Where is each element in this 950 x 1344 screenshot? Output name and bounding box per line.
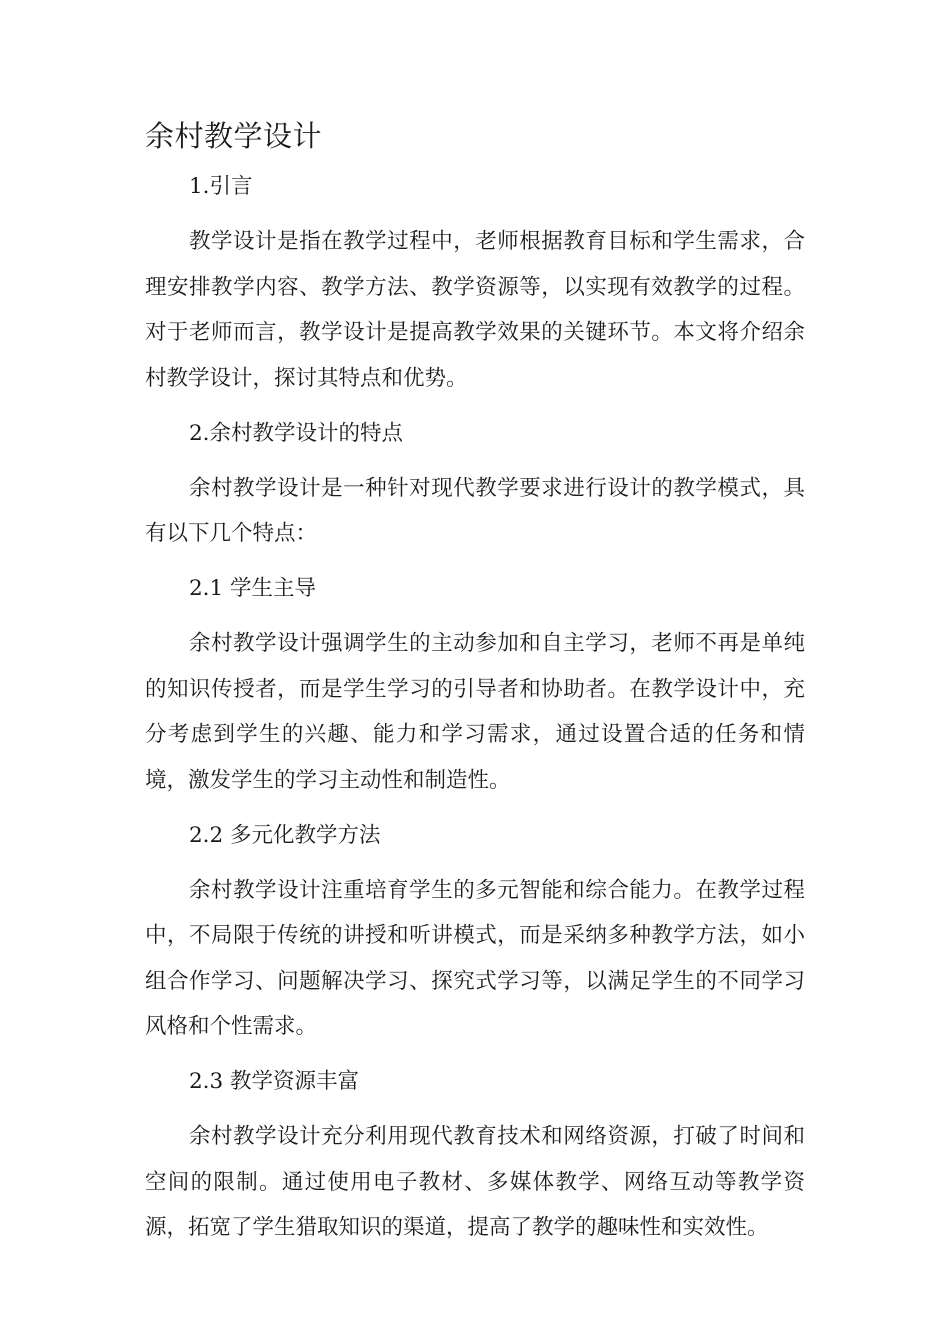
section-heading-rich-resources: 2.3 教学资源丰富 (189, 1069, 360, 1094)
paragraph: 余村教学设计强调学生的主动参加和自主学习，老师不再是单纯的知识传授者，而是学生学习的引导者和协助者。在教学设计中，充分考虑到学生的兴趣、能力和学习需求，通过设置合适的任务和情境，激发学生的学习主动性和制造性。 (145, 631, 805, 793)
paragraph: 余村教学设计充分利用现代教育技术和网络资源，打破了时间和空间的限制。通过使用电子教材、多媒体教学、网络互动等教学资源，拓宽了学生猎取知识的渠道，提高了教学的趣味性和实效性。 (145, 1124, 805, 1240)
section-heading-diverse-methods: 2.2 多元化教学方法 (189, 822, 381, 848)
paragraph: 余村教学设计注重培育学生的多元智能和综合能力。在教学过程中，不局限于传统的讲授和听讲模式，而是采纳多种教学方法，如小组合作学习、问题解决学习、探究式学习等，以满足学生的不同学习风格和个性需求。 (145, 877, 805, 1039)
section-heading-features: 2.余村教学设计的特点 (189, 420, 404, 446)
section-heading-introduction: 1.引言 (189, 174, 253, 199)
paragraph: 教学设计是指在教学过程中，老师根据教育目标和学生需求，合理安排教学内容、教学方法、教学资源等，以实现有效教学的过程。对于老师而言，教学设计是提高教学效果的关键环节。本文将介绍余村教学设计，探讨其特点和优势。 (145, 229, 805, 391)
paragraph: 余村教学设计是一种针对现代教学要求进行设计的教学模式，具有以下几个特点： (145, 475, 805, 546)
document-title: 余村教学设计 (145, 119, 323, 153)
section-heading-student-led: 2.1 学生主导 (189, 576, 317, 601)
document-body (145, 164, 805, 1260)
